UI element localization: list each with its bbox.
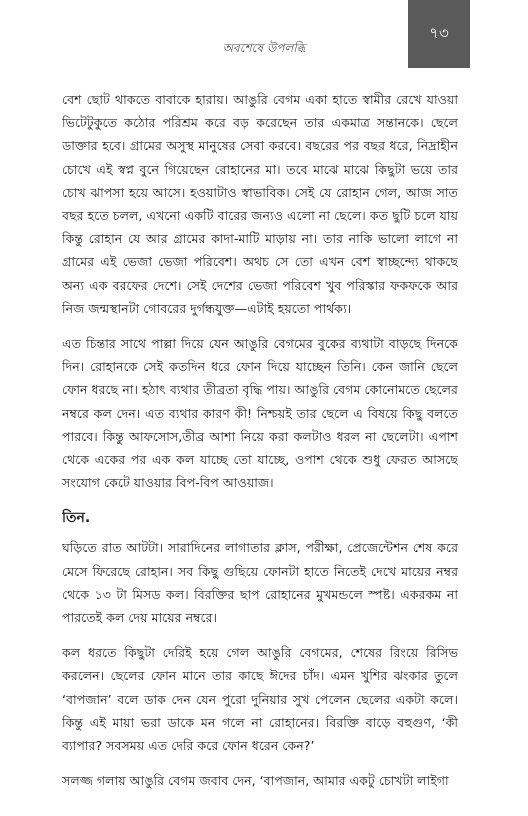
paragraph: ঘড়িতে রাত আটটা। সারাদিনের লাগাতার ক্লাস, পরীক্ষা, প্রেজেন্টেশন শেষ করে মেসে ফিরেছে রোহান। সব কিছু গুছিয়ে ফোনটা হাতে নিতেই দেখে মায়ের নম্বর থেকে ১৩ টা মিসড কল। বিরক্তির ছাপ রোহানের মুখমন্ডলে স্পষ্ট। একরকম না পারতেই কল দেয় মায়ের নম্বরে।: [62, 540, 458, 626]
running-title: অবশেষে উপলব্ধি: [222, 41, 306, 55]
body-text: [62, 88, 458, 808]
paragraph: বেশ ছোট থাকতে বাবাকে হারায়। আঙুরি বেগম একা হাতে স্বামীর রেখে যাওয়া ভিটেটুকুতে কঠোর পরিশ্রম করে বড় করেছেন তার একমাত্র সন্তানকে। ছেলে ডাক্তার হবে। গ্রামের অসুস্থ মানুষের সেবা করবে। বছরের পর বছর ধরে, নিদ্রাহীন চোখে এই স্বপ্ন বুনে গিয়েছেন রোহানের মা। তবে মাঝে মাঝে কিছুটা ভয়ে তার চোখ ঝাপসা হয়ে আসে। হওয়াটাও স্বাভাবিক। সেই যে রোহান গেল, আজ সাত বছর হতে চলল, এখনো একটি বারের জন্যও এলো না ছেলে। কত ছুটি চলে যায় কিন্তু রোহান যে আর গ্রামের কাদা-মাটি মাড়ায় না। তার নাকি ভালো লাগে না গ্রামের এই ভেজা ভেজা পরিবেশ। অথচ সে তো এখন বেশ স্বাচ্ছন্দ্যে থাকছে অন্য এক বরফের দেশে। সেই দেশের ভেজা পরিবেশ খুব পরিস্কার ফকফকে আর নিজ জন্মস্থানটা গোবরের দুর্গন্ধযুক্ত—এটাই হয়তো পার্থক্য।: [62, 92, 458, 316]
paragraph: সলজ্জ গলায় আঙুরি বেগম জবাব দেন, ‘বাপজান, আমার একটু চোখটা লাইগা: [62, 773, 449, 789]
page-number: ৭৩: [408, 0, 470, 68]
paragraph: কল ধরতে কিছুটা দেরিই হয়ে গেল আঙুরি বেগমের, শেষের রিংয়ে রিসিভ করলেন। ছেলের ফোন মানে তার কাছে ঈদের চাঁদ। এমন খুশির ঝংকার তুলে ‘বাপজান’ বলে ডাক দেন যেন পুরো দুনিয়ার সুখ পেলেন ছেলের একটা কলে। কিন্তু এই মায়া ভরা ডাকে মন গলে না রোহানের। বিরক্তি বাড়ে বহুগুণ, ‘কী ব্যাপার? সবসময় এত দেরি করে ফোন ধরেন কেন?’: [62, 645, 458, 754]
paragraph: এত চিন্তার সাথে পাল্লা দিয়ে যেন আঙুরি বেগমের বুকের ব্যথাটা বাড়ছে দিনকে দিন। রোহানকে সেই কতদিন ধরে ফোন দিয়ে যাচ্ছেন তিনি। কেন জানি ছেলে ফোন ধরছে না। হঠাৎ ব্যথার তীব্রতা বৃদ্ধি পায়। আঙুরি বেগম কোনোমতে ছেলের নম্বরে কল দেন। এত ব্যথার কারণ কী! নিশ্চয়ই তার ছেলে এ বিষয়ে কিছু বলতে পারবে। কিন্তু আফসোস,তীব্র আশা নিয়ে করা কলটাও ধরল না ছেলেটা। এপাশ থেকে একের পর এক কল যাচ্ছে তো যাচ্ছে, ওপাশ থেকে শুধু ফেরত আসছে সংযোগ কেটে যাওয়ার বিপ-বিপ আওয়াজ।: [62, 336, 458, 491]
section-heading: তিন.: [62, 510, 91, 527]
